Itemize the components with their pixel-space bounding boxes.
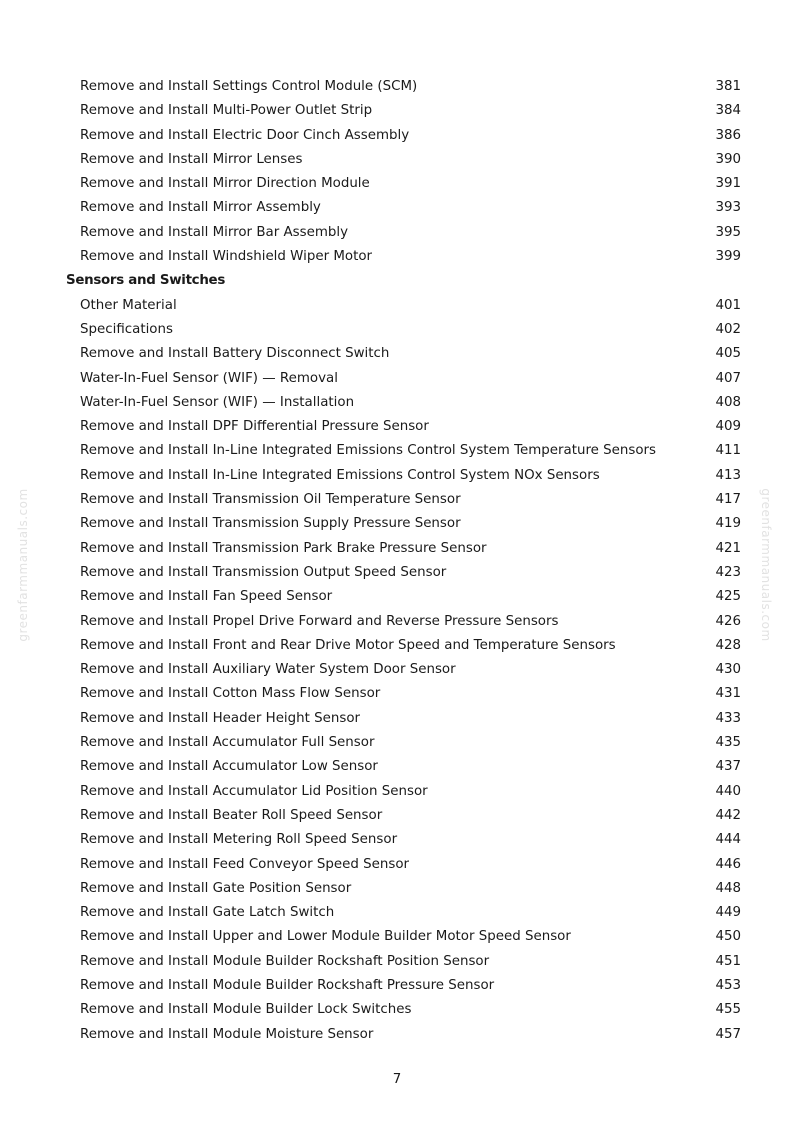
toc-entry[interactable] xyxy=(0,99,794,123)
page-number: 7 xyxy=(392,1072,402,1087)
toc-entry[interactable] xyxy=(0,585,794,609)
toc-entry-title: Remove and Install Module Moisture Sensor xyxy=(80,1026,374,1042)
toc-entry[interactable] xyxy=(0,1023,794,1047)
toc-entry-page: 449 xyxy=(715,905,741,921)
toc-entry-title: Remove and Install Module Builder Lock Switches xyxy=(80,1002,412,1018)
toc-entry-title: Remove and Install Gate Position Sensor xyxy=(80,880,352,896)
toc-entry-page: 425 xyxy=(715,589,741,605)
toc-entry-page: 419 xyxy=(715,516,741,532)
toc-entry[interactable] xyxy=(0,196,794,220)
watermark-left: greenfarmmanuals.com xyxy=(16,488,30,642)
toc-entry-title: Remove and Install Mirror Lenses xyxy=(80,151,303,167)
toc-entry-title: Remove and Install Auxiliary Water System Door Sensor xyxy=(80,662,456,678)
toc-entry[interactable] xyxy=(0,439,794,463)
toc-entry-page: 384 xyxy=(715,103,741,119)
toc-entry-page: 453 xyxy=(715,977,741,993)
toc-entry[interactable] xyxy=(0,245,794,269)
toc-entry-title: Remove and Install Transmission Park Brake Pressure Sensor xyxy=(80,540,487,556)
toc-entry-page: 450 xyxy=(715,929,741,945)
toc-entry-page: 455 xyxy=(715,1002,741,1018)
toc-entry-page: 409 xyxy=(715,419,741,435)
toc-entry-title: Remove and Install In-Line Integrated Emissions Control System NOx Sensors xyxy=(80,467,600,483)
toc-entry[interactable] xyxy=(0,294,794,318)
toc-entry[interactable] xyxy=(0,804,794,828)
toc-entry-page: 448 xyxy=(715,880,741,896)
toc-entry-title: Remove and Install Accumulator Low Sensor xyxy=(80,759,378,775)
toc-entry[interactable] xyxy=(0,75,794,99)
watermark-right: greenfarmmanuals.com xyxy=(759,488,773,642)
toc-entry-title: Remove and Install Cotton Mass Flow Sensor xyxy=(80,686,381,702)
toc-entry-page: 431 xyxy=(715,686,741,702)
section-heading[interactable] xyxy=(0,269,794,293)
toc-entry-page: 402 xyxy=(715,321,741,337)
toc-entry-title: Water-In-Fuel Sensor (WIF) — Removal xyxy=(80,370,338,386)
toc-entry-title: Remove and Install Module Builder Rockshaft Position Sensor xyxy=(80,953,490,969)
toc-entry-title: Remove and Install Windshield Wiper Motor xyxy=(80,249,373,265)
toc-entry[interactable] xyxy=(0,561,794,585)
toc-entry[interactable] xyxy=(0,974,794,998)
toc-entry-page: 430 xyxy=(715,662,741,678)
toc-entry-page: 386 xyxy=(715,127,741,143)
toc-entry[interactable] xyxy=(0,780,794,804)
toc-entry-title: Remove and Install Front and Rear Drive Motor Speed and Temperature Sensors xyxy=(80,637,616,653)
toc-entry-page: 440 xyxy=(715,783,741,799)
toc-entry-title: Remove and Install Transmission Output Speed Sensor xyxy=(80,564,447,580)
toc-entry[interactable] xyxy=(0,512,794,536)
toc-entry[interactable] xyxy=(0,172,794,196)
toc-entry-page: 426 xyxy=(715,613,741,629)
toc-entry[interactable] xyxy=(0,682,794,706)
toc-entry-page: 399 xyxy=(715,249,741,265)
toc-entry-title: Remove and Install Propel Drive Forward and Reverse Pressure Sensors xyxy=(80,613,559,629)
toc-entry-page: 411 xyxy=(715,443,741,459)
table-of-contents xyxy=(0,75,794,1047)
toc-entry-page: 437 xyxy=(715,759,741,775)
toc-entry[interactable] xyxy=(0,464,794,488)
toc-entry-title: Remove and Install Transmission Supply Pressure Sensor xyxy=(80,516,461,532)
toc-entry[interactable] xyxy=(0,367,794,391)
toc-entry-page: 401 xyxy=(715,297,741,313)
toc-entry[interactable] xyxy=(0,755,794,779)
toc-entry-title: Remove and Install Metering Roll Speed Sensor xyxy=(80,832,398,848)
toc-entry[interactable] xyxy=(0,610,794,634)
toc-entry-title: Remove and Install Settings Control Module (SCM) xyxy=(80,79,418,94)
toc-entry-page: 413 xyxy=(715,467,741,483)
toc-entry-title: Remove and Install Accumulator Full Sensor xyxy=(80,735,375,751)
toc-entry-title: Other Material xyxy=(80,297,177,313)
toc-entry-title: Remove and Install Mirror Bar Assembly xyxy=(80,224,349,240)
toc-entry-title: Remove and Install Accumulator Lid Position Sensor xyxy=(80,783,428,799)
toc-entry-title: Remove and Install Mirror Direction Module xyxy=(80,176,370,192)
toc-entry-title: Remove and Install Fan Speed Sensor xyxy=(80,589,333,605)
toc-entry[interactable] xyxy=(0,731,794,755)
toc-entry-page: 451 xyxy=(715,953,741,969)
toc-entry[interactable] xyxy=(0,877,794,901)
toc-entry-page: 381 xyxy=(715,79,741,94)
toc-entry[interactable] xyxy=(0,488,794,512)
toc-entry-title: Specifications xyxy=(80,321,173,337)
toc-entry-title: Remove and Install Mirror Assembly xyxy=(80,200,321,216)
toc-entry[interactable] xyxy=(0,998,794,1022)
toc-entry-page: 405 xyxy=(715,346,741,362)
toc-entry-title: Remove and Install Battery Disconnect Switch xyxy=(80,346,390,362)
toc-entry-page: 435 xyxy=(715,735,741,751)
toc-entry-page: 417 xyxy=(715,492,741,508)
toc-entry[interactable] xyxy=(0,318,794,342)
toc-entry-page: 423 xyxy=(715,564,741,580)
toc-entry-title: Remove and Install Multi-Power Outlet Strip xyxy=(80,103,373,119)
toc-entry[interactable] xyxy=(0,221,794,245)
toc-entry-page: 442 xyxy=(715,807,741,823)
toc-entry[interactable] xyxy=(0,707,794,731)
toc-entry-page: 395 xyxy=(715,224,741,240)
toc-entry-title: Remove and Install Module Builder Rockshaft Pressure Sensor xyxy=(80,977,495,993)
toc-entry-title: Remove and Install Gate Latch Switch xyxy=(80,905,335,921)
toc-entry[interactable] xyxy=(0,537,794,561)
toc-entry[interactable] xyxy=(0,415,794,439)
toc-entry-title: Remove and Install Upper and Lower Module Builder Motor Speed Sensor xyxy=(80,929,571,945)
toc-entry-title: Remove and Install Feed Conveyor Speed Sensor xyxy=(80,856,410,872)
toc-entry-page: 408 xyxy=(715,394,741,410)
toc-entry[interactable] xyxy=(0,391,794,415)
toc-entry[interactable] xyxy=(0,950,794,974)
toc-entry-page: 391 xyxy=(715,176,741,192)
toc-entry-title: Remove and Install Electric Door Cinch Assembly xyxy=(80,127,410,143)
toc-entry-page: 390 xyxy=(715,151,741,167)
toc-entry[interactable] xyxy=(0,853,794,877)
toc-entry[interactable] xyxy=(0,342,794,366)
toc-entry[interactable] xyxy=(0,828,794,852)
toc-entry-page: 446 xyxy=(715,856,741,872)
toc-entry-title: Water-In-Fuel Sensor (WIF) — Installation xyxy=(80,394,355,410)
toc-entry-title: Remove and Install Beater Roll Speed Sensor xyxy=(80,807,383,823)
toc-entry-page: 433 xyxy=(715,710,741,726)
toc-entry-page: 457 xyxy=(715,1026,741,1042)
toc-entry[interactable] xyxy=(0,124,794,148)
toc-entry-title: Remove and Install Header Height Sensor xyxy=(80,710,361,726)
section-heading-title: Sensors and Switches xyxy=(66,273,226,289)
toc-entry-page: 393 xyxy=(715,200,741,216)
toc-entry[interactable] xyxy=(0,901,794,925)
toc-entry-title: Remove and Install Transmission Oil Temperature Sensor xyxy=(80,492,461,508)
toc-entry[interactable] xyxy=(0,634,794,658)
toc-entry-page: 444 xyxy=(715,832,741,848)
toc-entry-page: 428 xyxy=(715,637,741,653)
toc-entry-page: 421 xyxy=(715,540,741,556)
toc-entry[interactable] xyxy=(0,925,794,949)
toc-entry-title: Remove and Install DPF Differential Pressure Sensor xyxy=(80,419,429,435)
toc-entry-title: Remove and Install In-Line Integrated Emissions Control System Temperature Sensors xyxy=(80,443,657,459)
toc-entry-page: 407 xyxy=(715,370,741,386)
toc-entry[interactable] xyxy=(0,658,794,682)
toc-entry[interactable] xyxy=(0,148,794,172)
